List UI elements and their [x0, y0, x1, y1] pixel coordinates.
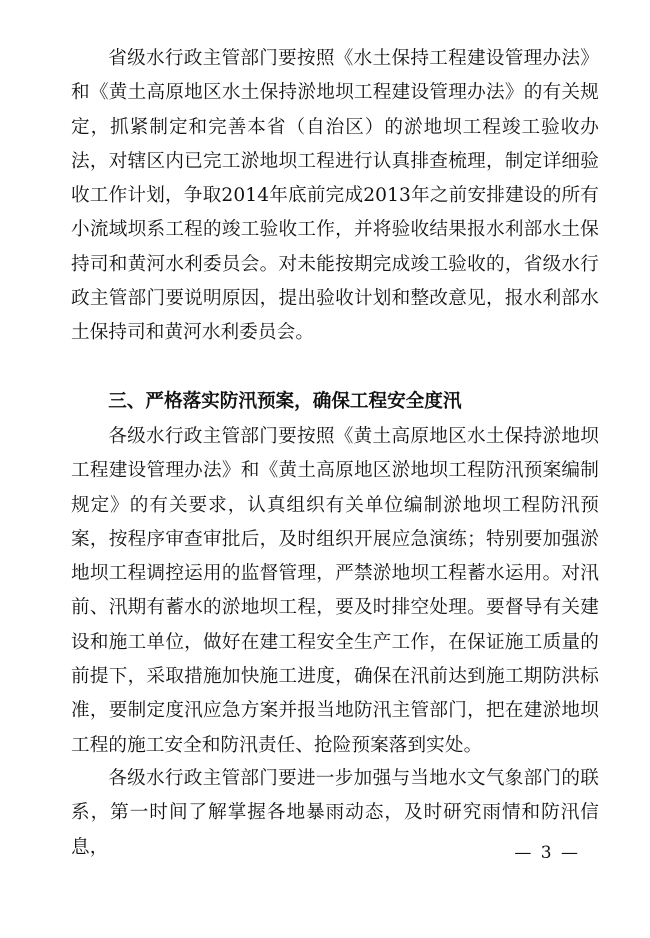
paragraph-flood-plan: 各级水行政主管部门要按照《黄土高原地区水土保持淤地坝工程建设管理办法》和《黄土高原地区淤地坝工程防汛预案编制规定》的有关要求，认真组织有关单位编制淤地坝工程防汛预案，按程序审查审批后，及时组织开展应急演练；特别要加强淤地坝工程调控运用的监督管理，严禁淤地坝工程蓄水运用。对汛前、汛期有蓄水的淤地坝工程，要及时排空处理。要督导有关建设和施工单位，做好在建工程安全生产工作，在保证施工质量的前提下，采取措施加快施工进度，确保在汛前达到施工期防洪标准，要制定度汛应急方案并报当地防汛主管部门，把在建淤地坝工程的施工安全和防汛责任、抢险预案落到实处。	[71, 426, 599, 756]
page-number: — 3 —	[514, 843, 580, 863]
section-heading: 三、严格落实防汛预案，确保工程安全度汛	[108, 391, 462, 412]
paragraph-weather-liaison: 各级水行政主管部门要进一步加强与当地水文气象部门的联系，第一时间了解掌握各地暴雨动态，及时研究雨情和防汛信息，	[71, 768, 599, 858]
paragraph-acceptance: 省级水行政主管部门要按照《水土保持工程建设管理办法》和《黄土高原地区水土保持淤地坝工程建设管理办法》的有关规定，抓紧制定和完善本省（自治区）的淤地坝工程竣工验收办法，对辖区内已完工淤地坝工程进行认真排查梳理，制定详细验收工作计划，争取2014年底前完成2013年之前安排建设的所有小流域坝系工程的竣工验收工作，并将验收结果报水利部水土保持司和黄河水利委员会。对未能按期完成竣工验收的，省级水行政主管部门要说明原因，提出验收计划和整改意见，报水利部水土保持司和黄河水利委员会。	[71, 48, 599, 344]
